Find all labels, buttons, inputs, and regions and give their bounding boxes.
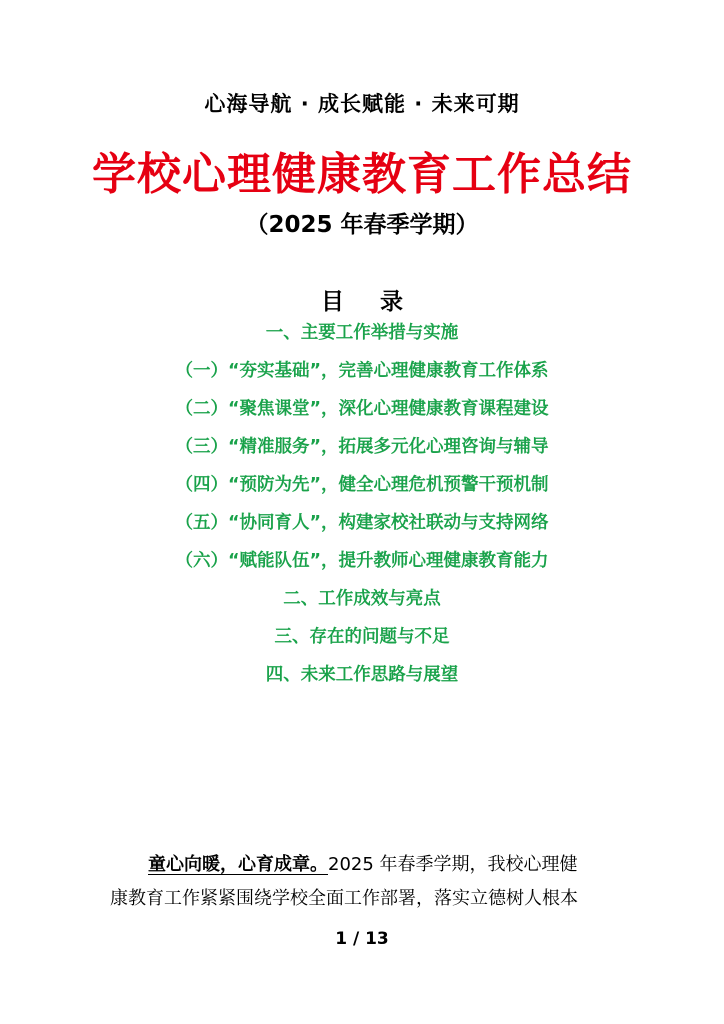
intro-paragraph [110, 848, 630, 916]
toc-item-section-3[interactable]: 三、存在的问题与不足 [274, 627, 450, 647]
toc-item-subsection-4[interactable]: （四）“预防为先”，健全心理危机预警干预机制 [175, 475, 549, 495]
toc-item-subsection-5[interactable]: （五）“协同育人”，构建家校社联动与支持网络 [175, 513, 549, 533]
toc-item-subsection-3[interactable]: （三）“精准服务”，拓展多元化心理咨询与辅导 [175, 437, 549, 457]
toc-item-section-2[interactable]: 二、工作成效与亮点 [283, 589, 441, 609]
toc-item-section-4[interactable]: 四、未来工作思路与展望 [265, 665, 459, 685]
intro-line-2: 康教育工作紧紧围绕学校全面工作部署，落实立德树人根本 [110, 888, 578, 909]
table-of-contents [0, 320, 724, 700]
semester-label: （2025 年春季学期） [245, 212, 479, 238]
intro-lead-phrase: 童心向暖，心育成章。 [148, 854, 328, 875]
toc-item-subsection-6[interactable]: （六）“赋能队伍”，提升教师心理健康教育能力 [175, 551, 549, 571]
intro-line-1-text: 2025 年春季学期，我校心理健 [328, 854, 578, 875]
page-number: 1 / 13 [335, 929, 389, 949]
toc-item-subsection-2[interactable]: （二）“聚焦课堂”，深化心理健康教育课程建设 [175, 399, 549, 419]
intro-line-1 [110, 848, 630, 882]
toc-item-subsection-1[interactable]: （一）“夯实基础”，完善心理健康教育工作体系 [175, 361, 549, 381]
document-title: 学校心理健康教育工作总结 [92, 149, 632, 200]
toc-item-section-1[interactable]: 一、主要工作举措与实施 [265, 323, 459, 343]
toc-heading: 目 录 [320, 289, 417, 315]
document-subtitle: 心海导航 · 成长赋能 · 未来可期 [204, 92, 520, 116]
